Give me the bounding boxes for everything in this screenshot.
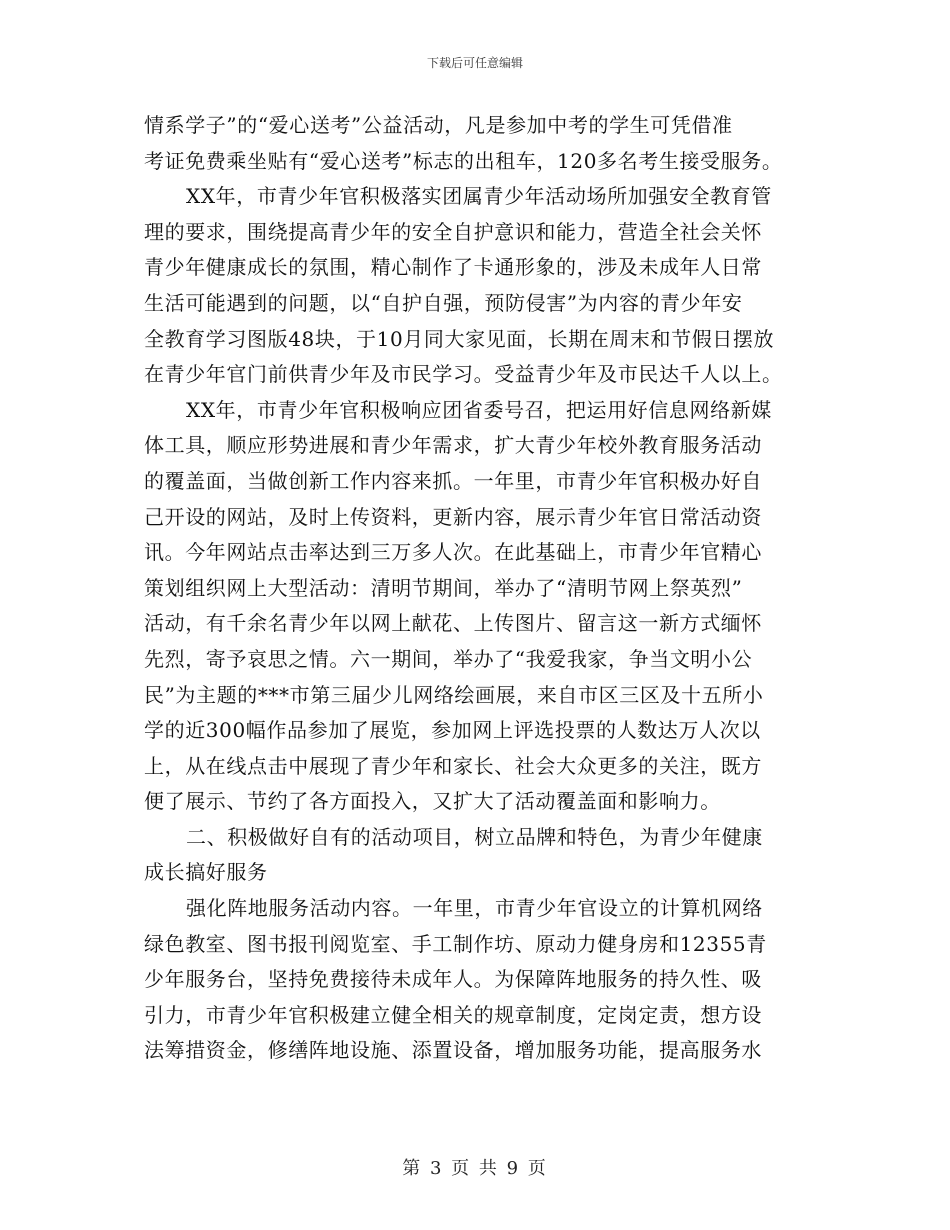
text-line: 青少年健康成长的氛围，精心制作了卡通形象的，涉及未成年人日常 (144, 255, 762, 280)
text-line: 活动，有千余名青少年以网上献花、上传图片、留言这一新方式缅怀 (144, 611, 762, 636)
text-line: 法筹措资金，修缮阵地设施、添置设备，增加服务功能，提高服务水 (144, 1038, 762, 1063)
section-heading-line: 成长搞好服务 (144, 860, 268, 885)
text-line: 便了展示、节约了各方面投入，又扩大了活动覆盖面和影响力。 (144, 789, 721, 814)
text-line: 情系学子”的“爱心送考”公益活动，凡是参加中考的学生可凭借准 (144, 113, 733, 137)
text-line: XX年，市青少年官积极响应团省委号召，把运用好信息网络新媒 (186, 397, 772, 422)
section-heading-line: 二、积极做好自有的活动项目，树立品牌和特色，为青少年健康 (186, 824, 763, 849)
page-number: 第 3 页 共 9 页 (402, 1158, 548, 1179)
text-line: 己开设的网站，及时上传资料，更新内容，展示青少年官日常活动资 (144, 504, 762, 529)
text-line: 学的近300幅作品参加了展览，参加网上评选投票的人数达万人次以 (144, 718, 761, 743)
text-line: 理的要求，围绕提高青少年的安全自护意识和能力，营造全社会关怀 (144, 219, 762, 244)
text-line: 强化阵地服务活动内容。一年里，市青少年官设立的计算机网络 (186, 896, 763, 921)
text-line: 绿色教室、图书报刊阅览室、手工制作坊、原动力健身房和12355青 (144, 931, 767, 956)
text-line: 考证免费乘坐贴有“爱心送考”标志的出租车，120多名考生接受服务。 (144, 148, 783, 173)
text-line: 策划组织网上大型活动：清明节期间，举办了“清明节网上祭英烈” (144, 575, 743, 600)
text-line: 民”为主题的***市第三届少儿网络绘画展，来自市区三区及十五所小 (144, 682, 764, 707)
text-line: 在青少年官门前供青少年及市民学习。受益青少年及市民达千人以上。 (144, 362, 783, 387)
text-line: 上，从在线点击中展现了青少年和家长、社会大众更多的关注，既方 (144, 753, 762, 778)
header-note: 下载后可任意编辑 (426, 56, 523, 70)
text-line: 体工具，顺应形势进展和青少年需求，扩大青少年校外教育服务活动 (144, 433, 762, 458)
text-line: 少年服务台，坚持免费接待未成年人。为保障阵地服务的持久性、吸 (144, 967, 762, 992)
text-line: 先烈，寄予哀思之情。六一期间，举办了“我爱我家，争当文明小公 (144, 646, 753, 671)
text-line: 生活可能遇到的问题，以“自护自强，预防侵害”为内容的青少年安 (144, 290, 743, 315)
document-body (144, 108, 814, 1069)
text-line: 全教育学习图版48块，于10月同大家见面，长期在周末和节假日摆放 (144, 326, 775, 351)
text-line: 引力，市青少年官积极建立健全相关的规章制度，定岗定责，想方设 (144, 1002, 762, 1027)
text-line: XX年，市青少年官积极落实团属青少年活动场所加强安全教育管 (186, 184, 772, 209)
text-line: 讯。今年网站点击率达到三万多人次。在此基础上，市青少年官精心 (144, 540, 762, 565)
text-line: 的覆盖面，当做创新工作内容来抓。一年里，市青少年官积极办好自 (144, 468, 762, 493)
